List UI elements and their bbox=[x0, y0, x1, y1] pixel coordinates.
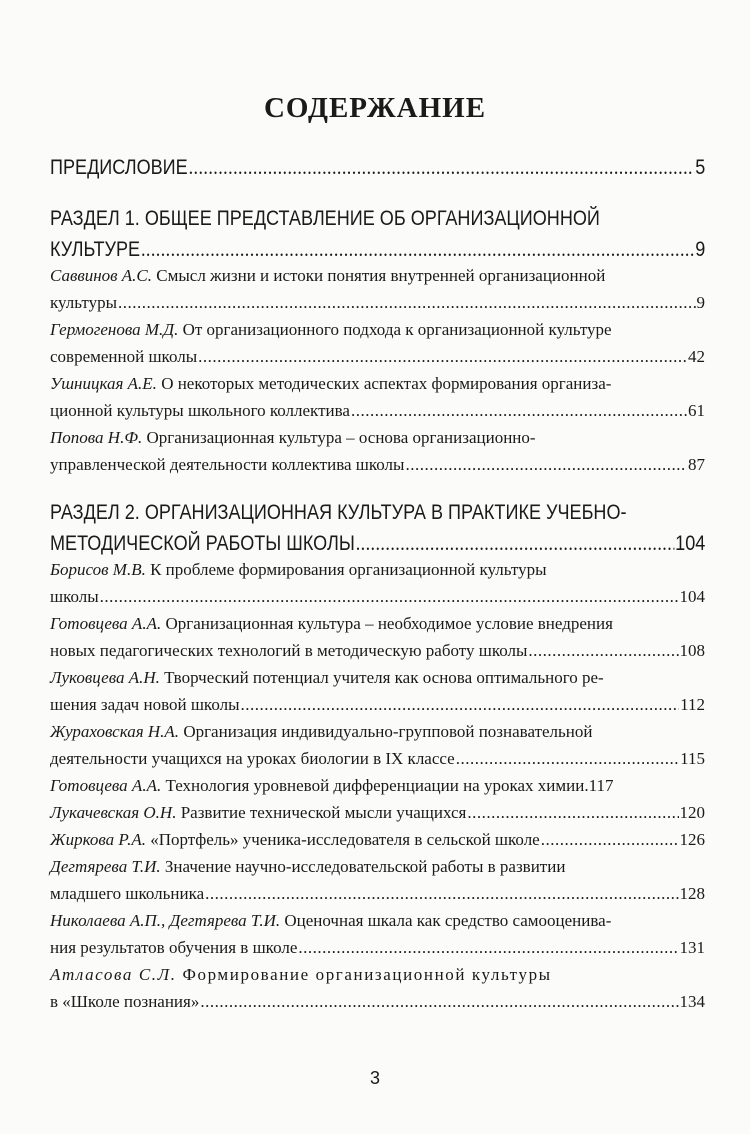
entry-author: Луковцева А.Н. bbox=[50, 668, 160, 687]
entry-title: в «Школе познания» bbox=[50, 992, 200, 1011]
toc-page-number: 87 bbox=[688, 455, 705, 474]
toc-line bbox=[50, 152, 705, 183]
toc-line bbox=[50, 988, 705, 1015]
leader-dots bbox=[205, 880, 678, 907]
toc-line bbox=[50, 497, 705, 528]
section-heading-text: КУЛЬТУРЕ bbox=[50, 238, 141, 261]
entry-author: Готовцева А.А. bbox=[50, 776, 162, 795]
entry-title: Оценочная шкала как средство самооценива- bbox=[284, 911, 612, 930]
toc-page-number: 115 bbox=[680, 749, 705, 768]
preface-label: ПРЕДИСЛОВИЕ bbox=[50, 156, 188, 179]
entry-author: Гермогенова М.Д. bbox=[50, 320, 179, 339]
entry-author: Жиркова Р.А. bbox=[50, 830, 146, 849]
entry-author: Попова Н.Ф. bbox=[50, 428, 143, 447]
entry-author: Ушницкая А.Е. bbox=[50, 374, 157, 393]
toc-line bbox=[50, 961, 705, 988]
leader-dots bbox=[541, 826, 679, 853]
entry-title: Значение научно-исследовательской работы в развитии bbox=[164, 857, 566, 876]
toc-page-number: 5 bbox=[695, 156, 706, 179]
toc-page-number: 61 bbox=[688, 401, 705, 420]
leader-dots bbox=[141, 234, 694, 265]
toc-page-number: 42 bbox=[688, 347, 705, 366]
toc-line bbox=[50, 370, 705, 397]
leader-dots bbox=[298, 934, 678, 961]
toc-page-number: 104 bbox=[679, 587, 705, 606]
toc-page-number: 104 bbox=[675, 532, 706, 555]
entry-title: новых педагогических технологий в методическую работу школы bbox=[50, 641, 528, 660]
leader-dots bbox=[118, 289, 696, 316]
leader-dots bbox=[456, 745, 679, 772]
entry-title: К проблеме формирования организационной культуры bbox=[150, 560, 547, 579]
entry-title: Организационная культура – основа организационно- bbox=[146, 428, 536, 447]
section-heading-text: МЕТОДИЧЕСКОЙ РАБОТЫ ШКОЛЫ bbox=[50, 532, 355, 555]
toc-section-2-entries bbox=[50, 556, 705, 1015]
toc-line bbox=[50, 234, 705, 265]
entry-title: «Портфель» ученика-исследователя в сельской школе bbox=[150, 830, 540, 849]
toc-line bbox=[50, 424, 705, 451]
entry-title: Формирование организационной культуры bbox=[182, 965, 552, 984]
entry-author: Готовцева А.А. bbox=[50, 614, 162, 633]
entry-title: Организационная культура – необходимое условие внедрения bbox=[165, 614, 613, 633]
entry-author: Дегтярева Т.И. bbox=[50, 857, 161, 876]
entry-title: управленческой деятельности коллектива школы bbox=[50, 455, 405, 474]
entry-title: шения задач новой школы bbox=[50, 695, 240, 714]
page-number: 3 bbox=[369, 1068, 380, 1088]
entry-author: Саввинов А.С. bbox=[50, 266, 152, 285]
toc-line bbox=[50, 451, 705, 478]
toc-line bbox=[50, 691, 705, 718]
toc-line bbox=[50, 826, 705, 853]
leader-dots bbox=[100, 583, 679, 610]
toc-line bbox=[50, 772, 705, 799]
entry-title: школы bbox=[50, 587, 99, 606]
entry-title: культуры bbox=[50, 293, 117, 312]
toc-page-number: 131 bbox=[679, 938, 705, 957]
entry-title: ния результатов обучения в школе bbox=[50, 938, 298, 957]
entry-title: Технология уровневой дифференциации на уроках химии. bbox=[165, 776, 589, 795]
leader-dots bbox=[241, 691, 680, 718]
toc-line bbox=[50, 934, 705, 961]
entry-title: современной школы bbox=[50, 347, 198, 366]
toc-line bbox=[50, 203, 705, 234]
entry-title: Творческий потенциал учителя как основа оптимального ре- bbox=[164, 668, 604, 687]
section-heading-text: РАЗДЕЛ 2. ОРГАНИЗАЦИОННАЯ КУЛЬТУРА В ПРАКТИКЕ УЧЕБНО- bbox=[50, 501, 627, 524]
toc-section-1-heading bbox=[50, 203, 705, 265]
leader-dots bbox=[189, 152, 695, 183]
leader-dots bbox=[528, 637, 678, 664]
toc-line bbox=[50, 262, 705, 289]
toc-line bbox=[50, 397, 705, 424]
toc-line bbox=[50, 343, 705, 370]
toc-page-number: 120 bbox=[679, 803, 705, 822]
leader-dots bbox=[356, 528, 675, 559]
toc-section-2-heading bbox=[50, 497, 705, 559]
entry-title: От организационного подхода к организационной культуре bbox=[182, 320, 612, 339]
toc-line bbox=[50, 289, 705, 316]
entry-title: Организация индивидуально-групповой познавательной bbox=[183, 722, 593, 741]
toc-line bbox=[50, 718, 705, 745]
entry-title: О некоторых методических аспектах формирования организа- bbox=[161, 374, 612, 393]
toc-page-number: 112 bbox=[680, 695, 705, 714]
section-heading-text: РАЗДЕЛ 1. ОБЩЕЕ ПРЕДСТАВЛЕНИЕ ОБ ОРГАНИЗАЦИОННОЙ bbox=[50, 207, 600, 230]
leader-dots bbox=[200, 988, 678, 1015]
entry-title: ционной культуры школьного коллектива bbox=[50, 401, 350, 420]
entry-title: деятельности учащихся на уроках биологии в IX классе bbox=[50, 749, 455, 768]
leader-dots bbox=[351, 397, 687, 424]
toc-line bbox=[50, 853, 705, 880]
entry-title: младшего школьника bbox=[50, 884, 205, 903]
toc-line bbox=[50, 880, 705, 907]
entry-author: Атласова С.Л. bbox=[50, 965, 177, 984]
toc-page-number: 117 bbox=[588, 776, 614, 795]
toc-section-1-entries bbox=[50, 262, 705, 478]
entry-author: Николаева А.П., Дегтярева Т.И. bbox=[50, 911, 281, 930]
entry-title: Смысл жизни и истоки понятия внутренней организационной bbox=[156, 266, 606, 285]
toc-line bbox=[50, 664, 705, 691]
toc-page-number: 128 bbox=[679, 884, 705, 903]
toc-page-number: 134 bbox=[679, 992, 705, 1011]
toc-page-number: 126 bbox=[679, 830, 705, 849]
leader-dots bbox=[405, 451, 687, 478]
toc-page-number: 108 bbox=[679, 641, 705, 660]
toc-line bbox=[50, 745, 705, 772]
toc-line bbox=[50, 799, 705, 826]
entry-author: Лукачевская О.Н. bbox=[50, 803, 177, 822]
toc-line bbox=[50, 583, 705, 610]
leader-dots bbox=[198, 343, 687, 370]
entry-author: Жураховская Н.А. bbox=[50, 722, 180, 741]
toc-page-number: 9 bbox=[695, 238, 706, 261]
toc-line bbox=[50, 316, 705, 343]
toc-page-number: 9 bbox=[696, 293, 705, 312]
leader-dots bbox=[467, 799, 678, 826]
toc-line bbox=[50, 907, 705, 934]
toc-line bbox=[50, 610, 705, 637]
toc-line bbox=[50, 556, 705, 583]
toc-preface bbox=[50, 152, 705, 183]
page-title: СОДЕРЖАНИЕ bbox=[263, 92, 487, 124]
toc-line bbox=[50, 528, 705, 559]
entry-title: Развитие технической мысли учащихся bbox=[180, 803, 467, 822]
entry-author: Борисов М.В. bbox=[50, 560, 146, 579]
toc-line bbox=[50, 637, 705, 664]
